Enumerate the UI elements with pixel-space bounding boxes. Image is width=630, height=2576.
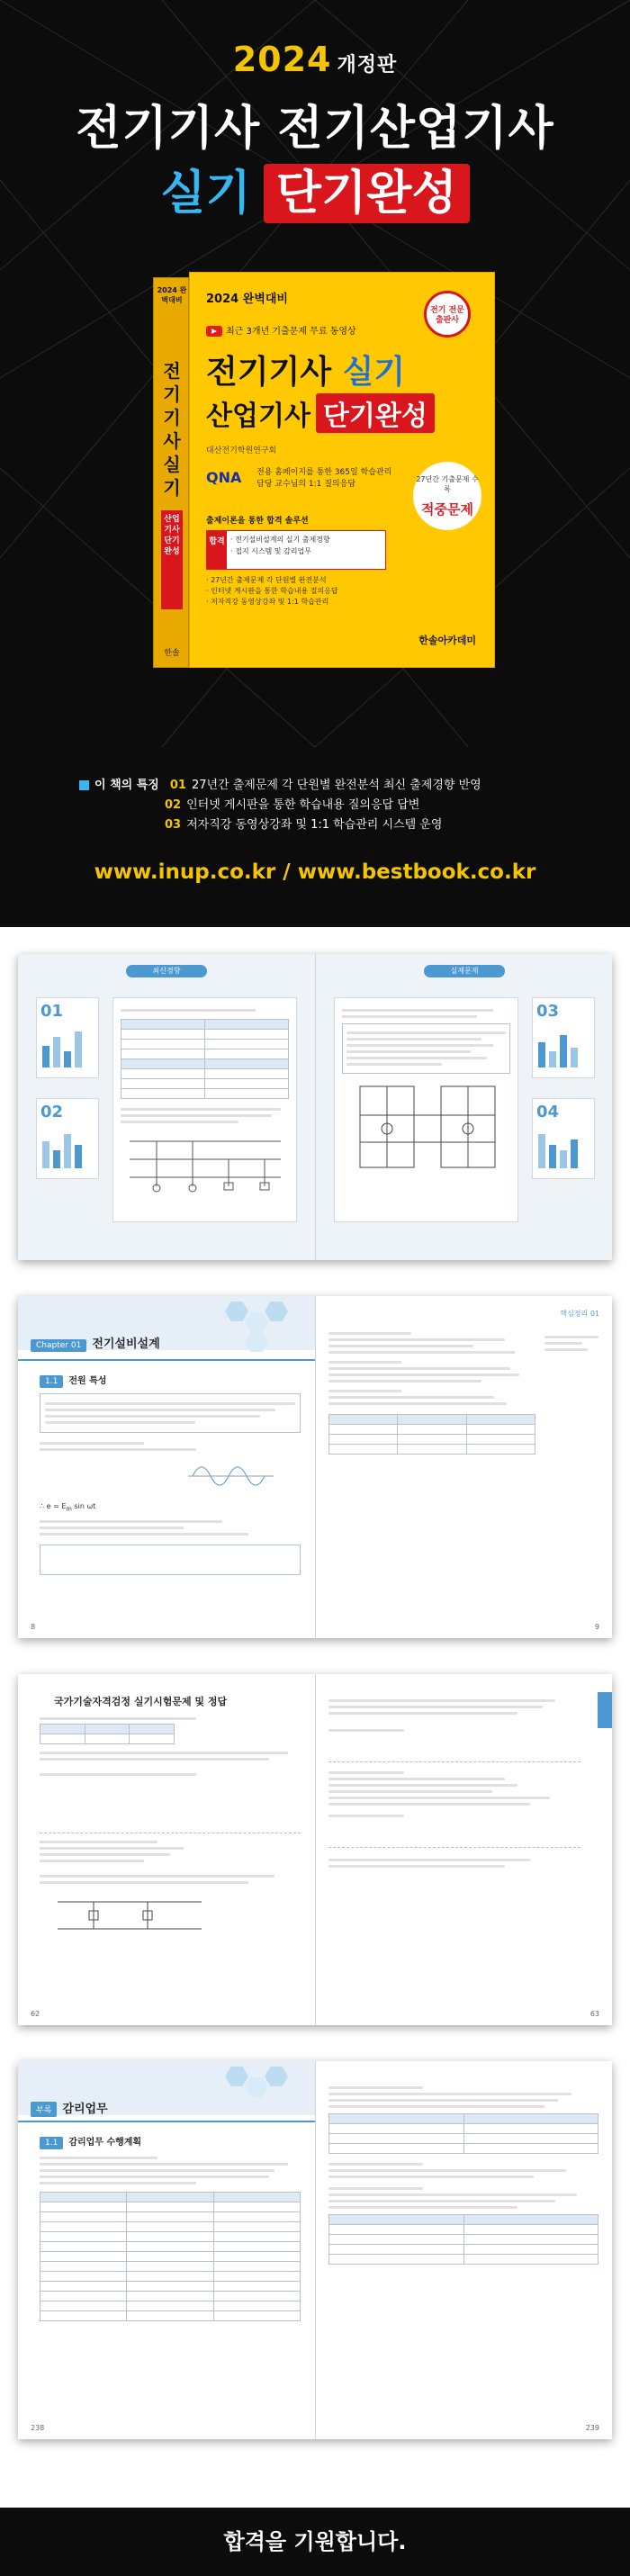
cover-pass-box: 합격 · 전기설비설계의 실기 출제경향 · 접지 시스템 및 감리업무	[206, 530, 386, 570]
question-card: 01	[36, 997, 99, 1078]
cover-title-2: 산업기사 단기완성	[206, 393, 435, 433]
hero-bottom-band	[0, 747, 630, 927]
website-urls: www.inup.co.kr / www.bestbook.co.kr	[94, 860, 536, 884]
hero-subtitle-shortterm: 단기완성	[264, 164, 470, 223]
spine-year: 2024 완벽대비	[157, 286, 187, 304]
spread3-left-page: 국가기술자격검정 실기시험문제 및 정답 62	[18, 1674, 315, 2025]
bar-chart-thumbnail	[37, 1125, 96, 1170]
appendix-right-content	[328, 2083, 598, 2265]
feature-item: 03 저자직강 동영상강좌 및 1:1 학습관리 시스템 운영	[165, 818, 443, 832]
exam-answer-content	[328, 1696, 580, 1871]
question-card: 04	[532, 1098, 595, 1179]
answer-box	[342, 1023, 510, 1074]
trend-table	[121, 1019, 289, 1099]
cover-author: 대산전기학원연구회	[206, 446, 277, 455]
right-page-content	[328, 1329, 536, 1455]
hero-title: 전기기사 전기산업기사	[76, 102, 554, 156]
cover-pre-title: 2024 완벽대비	[206, 293, 288, 306]
sample-spread-appendix	[18, 2061, 612, 2439]
spine-red-label: 산업기사단기완성	[161, 510, 183, 609]
feature-heading: 이 책의 특징	[79, 779, 159, 792]
feature-item: 이 책의 특징 01 27년간 출제문제 각 단원별 완전분석 최신 출제경향 반영	[79, 776, 619, 796]
spread2-right-page: 핵심정리 01 9	[315, 1296, 612, 1638]
bar-chart-thumbnail	[533, 1024, 592, 1069]
hero-year: 2024 개정판	[232, 40, 398, 79]
formula-box	[40, 1545, 301, 1575]
question-card: 03	[532, 997, 595, 1078]
exam-content	[40, 1714, 301, 1941]
answer-content-box	[334, 997, 518, 1222]
play-video-icon	[206, 326, 222, 337]
cover-tag: 출제이론을 통한 합격 솔루션	[206, 517, 309, 526]
bar-chart-thumbnail	[37, 1024, 96, 1069]
spread1-right-header: 실제문제	[424, 965, 505, 977]
closing-message: 합격을 기원합니다.	[0, 2508, 630, 2576]
book-cover-image	[153, 272, 495, 668]
hero-subtitle	[0, 155, 630, 223]
hero-edition: 개정판	[337, 54, 398, 77]
book-spine	[153, 277, 189, 668]
hero-subtitle-practical: 실기	[160, 167, 251, 221]
bar-chart-thumbnail	[533, 1125, 592, 1170]
wiring-diagram-thumbnail	[342, 1079, 511, 1178]
appendix-section: 1.1 감리업무 수행계획	[40, 2131, 301, 2321]
book-front	[189, 272, 495, 668]
appendix-table	[40, 2192, 301, 2321]
section-1-1: 1.1 전원 특성 ∴ $e = E_m$ sin ωt	[40, 1370, 301, 1575]
cover-title-1: 전기기사 실기	[206, 354, 406, 391]
spread1-left-page	[18, 954, 315, 1260]
cover-qna-text: 전용 홈페이지를 통한 365일 학습관리 담당 교수님의 1:1 질의응답	[256, 468, 392, 489]
feature-list	[79, 776, 619, 835]
spine-title: 전기기사실기	[163, 360, 181, 499]
cover-publisher: 한솔아카데미	[418, 635, 476, 646]
spread2-left-page: Chapter 01 전기설비설계 1.1 전원 특성 ∴ $e = E_m$ sin ωt 8	[18, 1296, 315, 1638]
hero-section	[0, 0, 630, 747]
cover-qna-label: QNA	[206, 469, 242, 486]
formula-table	[328, 1414, 536, 1455]
cover-feature-list: · 27년간 출제문제 각 단원별 완전분석 · 인터넷 게시판을 통한 학습내용 질의응답 · 저자직강 동영상강좌 및 1:1 학습관리	[206, 576, 338, 606]
sample-spread-trends	[18, 954, 612, 1260]
circuit-diagram-thumbnail	[121, 1132, 290, 1195]
waveform-figure	[40, 1458, 292, 1494]
spine-publisher: 한솔	[164, 649, 180, 658]
cover-video-text: 최근 3개년 기출문제 무료 동영상	[206, 323, 356, 337]
question-card: 02	[36, 1098, 99, 1179]
exam-title: 국가기술자격검정 실기시험문제 및 정답	[54, 1696, 228, 1707]
spread4-right-page: 239	[315, 2061, 612, 2439]
appendix-title: 부록 감리업무	[31, 2099, 108, 2117]
cover-circle-seal: 27년간 기출문제 수록 적중문제	[413, 462, 482, 530]
right-page-header: 핵심정리 01	[560, 1310, 599, 1318]
spread4-left-page: 부록 감리업무 1.1 감리업무 수행계획 238	[18, 2061, 315, 2439]
spread1-left-header: 최신경향	[126, 965, 207, 977]
side-notes	[544, 1332, 598, 1355]
feature-item: 02 인터넷 게시판을 통한 학습내용 질의응답 답변	[165, 798, 420, 812]
sample-spread-exam	[18, 1674, 612, 2025]
chapter-title: Chapter 01 전기설비설계	[31, 1334, 160, 1352]
spread3-right-page: 63	[315, 1674, 612, 2025]
circuit-figure	[40, 1893, 220, 1938]
cover-pass-head: 합격	[207, 531, 227, 569]
square-icon	[79, 780, 89, 790]
spread1-right-page	[315, 954, 612, 1260]
cover-badge: 전기 전문 출판사	[424, 291, 471, 338]
sample-spread-chapter1	[18, 1296, 612, 1638]
trend-content-box	[112, 997, 297, 1222]
